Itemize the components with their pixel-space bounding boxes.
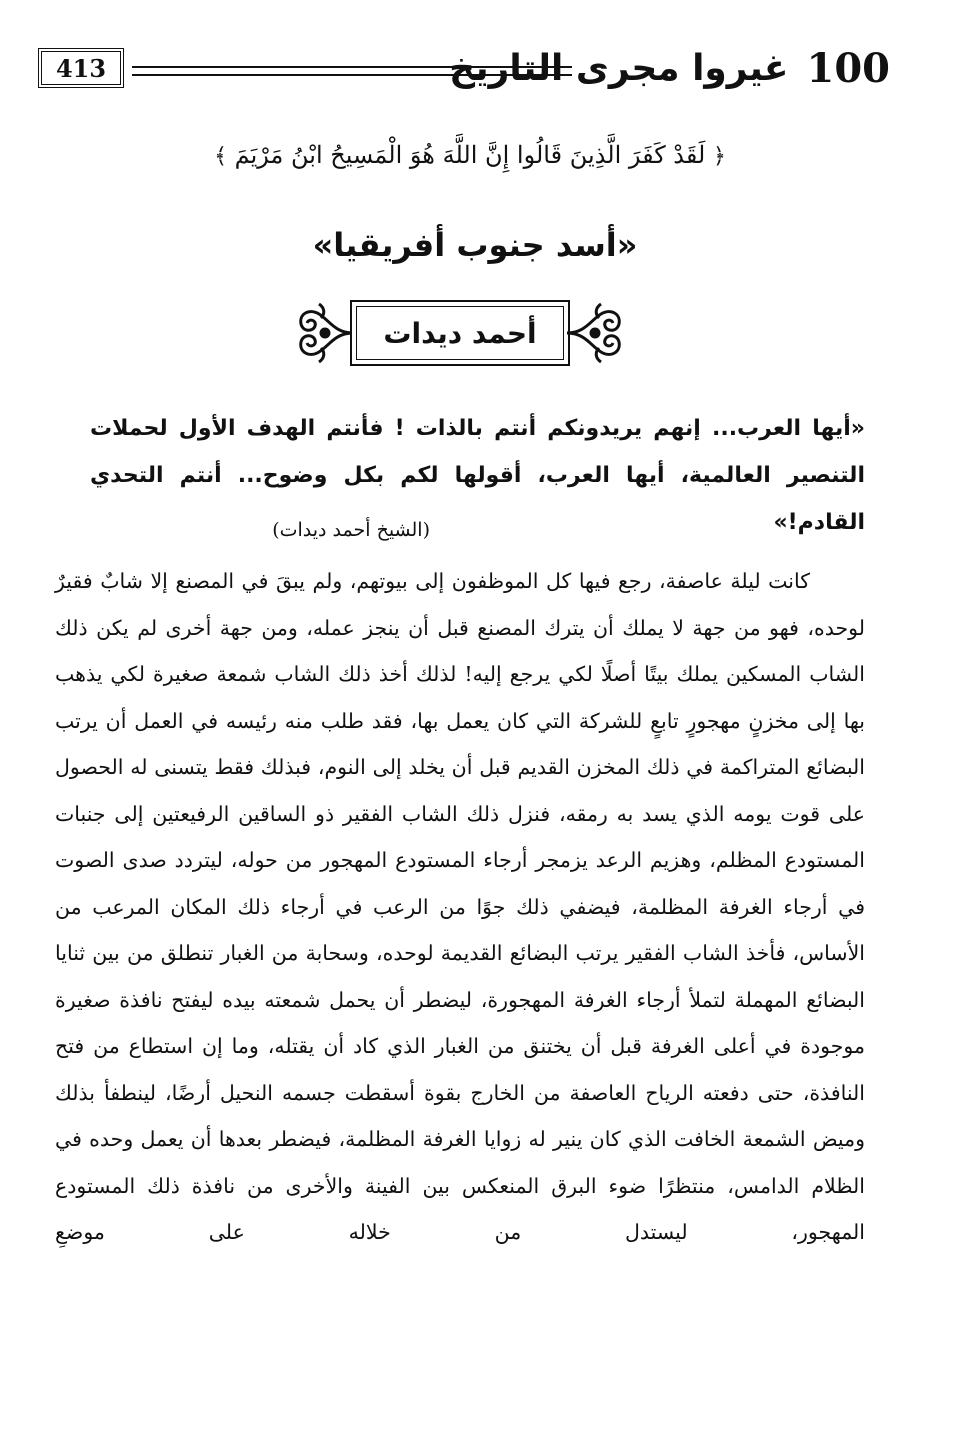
right-flourish-ornament [565,298,625,368]
book-number: 100 [806,44,890,92]
name-box [350,300,570,366]
left-flourish-ornament [295,298,355,368]
page-header [30,38,890,98]
book-title: غيروا مجرى التاريخ [449,47,789,89]
page-number: 413 [55,53,107,83]
person-name: أحمد ديدات [383,316,537,350]
page-number-box [38,48,124,88]
quote-attribution: (الشيخ أحمد ديدات) [272,519,430,541]
name-frame [295,290,625,380]
body-paragraph: كانت ليلة عاصفة، رجع فيها كل الموظفون إلى بيوتهم، ولم يبقَ في المصنع إلا شابٌ فقيرٌ لوحده، فهو من جهة لا يملك أن يترك المصنع قبل أن ينجز عمله، ومن جهة أخرى لم يكن ذلك الشاب المسكين يملك بيتًا أصلًا لكي يرجع إليه! لذلك أخذ ذلك الشاب شمعة صغيرة لكي يذهب بها إلى مخزنٍ مهجورٍ تابعٍ للشركة التي كان يعمل بها، فقد طلب منه رئيسه في العمل أن يرتب البضائع المتراكمة في ذلك المخزن القديم قبل أن يخلد إلى النوم، فبذلك فقط يتسنى له الحصول على قوت يومه الذي يسد به رمقه، فنزل ذلك الشاب الفقير ذو الساقين الرفيعتين إلى جنبات المستودع المظلم، وهزيم الرعد يزمجر أرجاء المستودع المهجور من حوله، ليتردد صدى الصوت في أرجاء الغرفة المظلمة، فيضفي ذلك جوًا من الرعب في أرجاء ذلك المكان المرعب من الأساس، فأخذ الشاب الفقير يرتب البضائع القديمة لوحده، وسحابة من الغبار تنطلق من بين ثنايا البضائع المهملة لتملأ أرجاء الغرفة المهجورة، ليضطر أن يحمل شمعته بيده ليفتح نافذة صغيرة موجودة في أعلى الغرفة قبل أن يختنق من الغبار الذي كاد أن يقتله، وما إن استطاع من فتح النافذة، حتى دفعته الرياح العاصفة من الخارج بقوة أسقطت جسمه النحيل أرضًا، لينطفأ بذلك وميض الشمعة الخافت الذي كان ينير له زوايا الغرفة المظلمة، فيضطر بعدها أن يعمل وحده في الظلام الدامس، منتظرًا ضوء البرق المنعكس بين الفينة والأخرى من نافذة ذلك المستودع المهجور، ليستدل من خلاله على موضعِ [55,569,865,1244]
quran-verse [170,130,770,180]
running-title [449,38,890,98]
verse-text: لَقَدْ كَفَرَ الَّذِينَ قَالُوا إِنَّ اللَّهَ هُوَ الْمَسِيحُ ابْنُ مَرْيَمَ [234,141,706,169]
verse-close-bracket: ﴾ [214,144,227,169]
chapter-subtitle: «أسد جنوب أفريقيا» [312,226,638,264]
body-text [55,558,865,1256]
epigraph-quote: «أيها العرب... إنهم يريدونكم أنتم بالذات ! فأنتم الهدف الأول لحملات التنصير العالمية، أيها العرب، أقولها لكم بكل وضوح... أنتم التحدي القادم!» [90,416,865,535]
verse-open-bracket: ﴿ [713,144,726,169]
